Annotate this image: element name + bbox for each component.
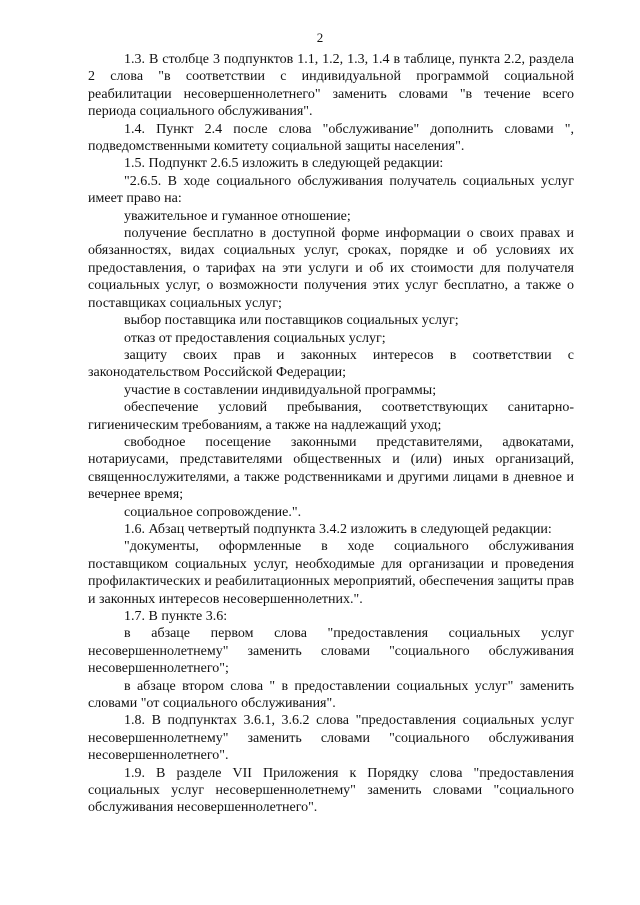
list-item-respect: уважительное и гуманное отношение; bbox=[124, 208, 351, 224]
list-item-rights-protection: защиту своих прав и законных интересов в соответствии с законодательством Российской Федерации; bbox=[88, 347, 574, 381]
paragraph-1-3: 1.3. В столбце 3 подпунктов 1.1, 1.2, 1.3, 1.4 в таблице, пункта 2.2, раздела 2 слова "в соответствии с индивидуальной программой социальной реабилитации несовершеннолетнего" заменить словами "в течение всего периода социального обслуживания". bbox=[88, 52, 574, 120]
paragraph-2-6-5-intro: "2.6.5. В ходе социального обслуживания получатель социальных услуг имеет право на: bbox=[88, 173, 574, 207]
list-item-visits: свободное посещение законными представителями, адвокатами, нотариусами, представителями общественных и (или) иных организаций, священнослужителями, а также родственниками и другими лицами в дневное и вечернее время; bbox=[88, 434, 574, 503]
paragraph-1-5: 1.5. Подпункт 2.6.5 изложить в следующей редакции: bbox=[124, 156, 444, 172]
paragraph-1-9: 1.9. В разделе VII Приложения к Порядку слова "предоставления социальных услуг несовершеннолетнему" заменить словами "социального обслуживания несовершеннолетнего". bbox=[88, 765, 574, 816]
page-number: 2 bbox=[316, 30, 324, 45]
list-item-provider-choice: выбор поставщика или поставщиков социальных услуг; bbox=[124, 313, 459, 329]
paragraph-1-4: 1.4. Пункт 2.4 после слова "обслуживание" дополнить словами ", подведомственными комитету социальной защиты населения". bbox=[88, 121, 574, 155]
paragraph-1-6-text: "документы, оформленные в ходе социального обслуживания поставщиком социальных услуг, необходимые для организации и проведения профилактических и реабилитационных мероприятий, обеспечения защиты прав и законных интересов несовершеннолетних.". bbox=[88, 539, 574, 607]
list-item-refusal: отказ от предоставления социальных услуг; bbox=[124, 330, 386, 346]
document-body bbox=[88, 51, 574, 817]
paragraph-1-8: 1.8. В подпунктах 3.6.1, 3.6.2 слова "предоставления социальных услуг несовершеннолетнему" заменить словами "социального обслуживания несовершеннолетнего". bbox=[88, 713, 574, 764]
list-item-information: получение бесплатно в доступной форме информации о своих правах и обязанностях, видах социальных услуг, сроках, порядке и об условиях их предоставления, о тарифах на эти услуги и об их стоимости для получателя социальных услуг, о возможности получения этих услуг бесплатно, а также о поставщиках социальных услуг; bbox=[88, 226, 574, 311]
list-item-conditions: обеспечение условий пребывания, соответствующих санитарно-гигиеническим требованиям, а также на надлежащий уход; bbox=[88, 400, 574, 433]
paragraph-1-7-first: в абзаце первом слова "предоставления социальных услуг несовершеннолетнему" заменить словами "социального обслуживания несовершеннолетнего"; bbox=[88, 626, 574, 677]
paragraph-1-7: 1.7. В пункте 3.6: bbox=[124, 609, 228, 624]
list-item-support: социальное сопровождение.". bbox=[124, 504, 302, 520]
paragraph-1-7-second: в абзаце втором слова " в предоставлении социальных услуг" заменить словами "от социального обслуживания". bbox=[88, 678, 574, 712]
list-item-program-participation: участие в составлении индивидуальной программы; bbox=[124, 382, 437, 398]
paragraph-1-6: 1.6. Абзац четвертый подпункта 3.4.2 изложить в следующей редакции: bbox=[124, 521, 552, 537]
